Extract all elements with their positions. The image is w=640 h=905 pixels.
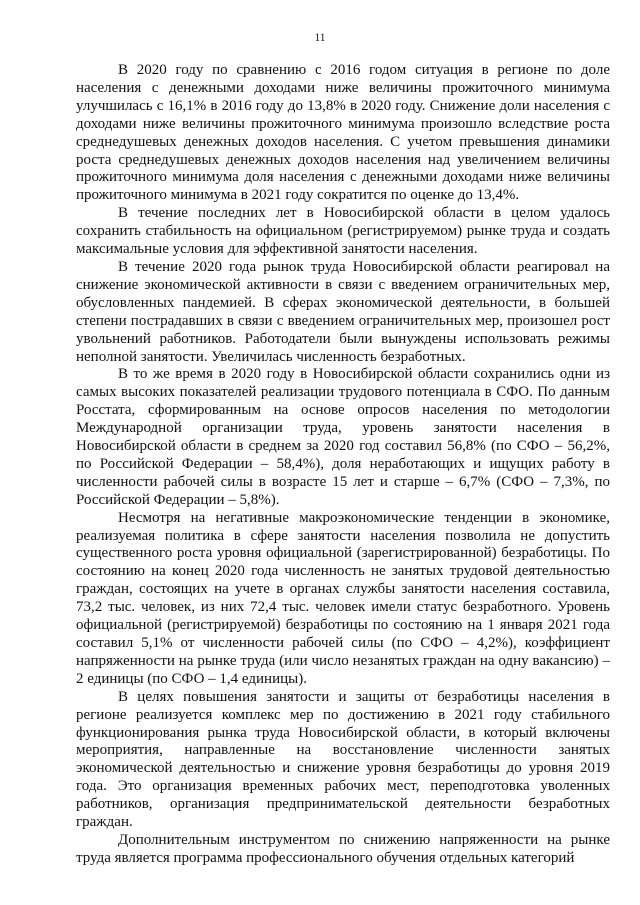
paragraph-employment-indicators: В то же время в 2020 году в Новосибирской области сохранились одни из самых высоких показателей реализации трудового потенциала в СФО. По данным Росстата, сформированным на основе опросов населения по методологии Международной организации труда, уровень занятости населения в Новосибирской области в среднем за 2020 год составил 56,8% (по СФО – 56,2%, по Российской Федерации – 58,4%), доля неработающих и ищущих работу в численности рабочей силы в возрасте 15 лет и старше – 6,7% (СФО – 7,3%, по Российской Федерации – 5,8%).	[76, 366, 610, 508]
paragraph-poverty-dynamics: В 2020 году по сравнению с 2016 годом ситуация в регионе по доле населения с денежными доходами ниже величины прожиточного минимума улучшилась с 16,1% в 2016 году до 13,8% в 2020 году. Снижение доли населения с доходами ниже величины прожиточного минимума произошло вследствие роста среднедушевых денежных доходов населения. С учетом превышения динамики роста среднедушевых денежных доходов населения над увеличением величины прожиточного минимума доля населения с денежными доходами ниже величины прожиточного минимума в 2021 году сократится по оценке до 13,4%.	[76, 62, 610, 204]
paragraph-labor-market-stability: В течение последних лет в Новосибирской области в целом удалось сохранить стабильность на официальном (регистрируемом) рынке труда и создать максимальные условия для эффективной занятости населения.	[76, 205, 610, 258]
paragraph-pandemic-impact: В течение 2020 года рынок труда Новосибирской области реагировал на снижение экономической активности в связи с введением ограничительных мер, обусловленных пандемией. В сферах экономической деятельности, в большей степени пострадавших в связи с введением ограничительных мер, произошел рост увольнений работников. Работодатели были вынуждены использовать режимы неполной занятости. Увеличилась численность безработных.	[76, 258, 610, 365]
paragraph-unemployment-level: Несмотря на негативные макроэкономические тенденции в экономике, реализуемая политика в сфере занятости населения позволила не допустить существенного роста уровня официальной (зарегистрированной) безработицы. По состоянию на конец 2020 года численность не занятых трудовой деятельностью граждан, состоящих на учете в органах службы занятости населения составила, 73,2 тыс. человек, из них 72,4 тыс. человек имели статус безработного. Уровень официальной (регистрируемой) безработицы по состоянию на 1 января 2021 года составил 5,1% от численности рабочей силы (по СФО – 4,2%), коэффициент напряженности на рынке труда (или число незанятых граждан на одну вакансию) – 2 единицы (по СФО – 1,4 единицы).	[76, 509, 610, 687]
paragraph-employment-measures: В целях повышения занятости и защиты от безработицы населения в регионе реализуется комплекс мер по достижению в 2021 году стабильного функционирования рынка труда Новосибирской области, в который включены мероприятия, направленные на восстановление численности занятых экономической деятельностью и снижение уровня безработицы до уровня 2019 года. Это организация временных рабочих мест, переподготовка уволенных работников, организация предпринимательской деятельности безработных граждан.	[76, 688, 610, 831]
paragraph-training-program: Дополнительным инструментом по снижению напряженности на рынке труда является программа профессионального обучения отдельных категорий	[76, 831, 610, 866]
document-body	[76, 62, 610, 868]
page-number: 11	[314, 32, 326, 44]
